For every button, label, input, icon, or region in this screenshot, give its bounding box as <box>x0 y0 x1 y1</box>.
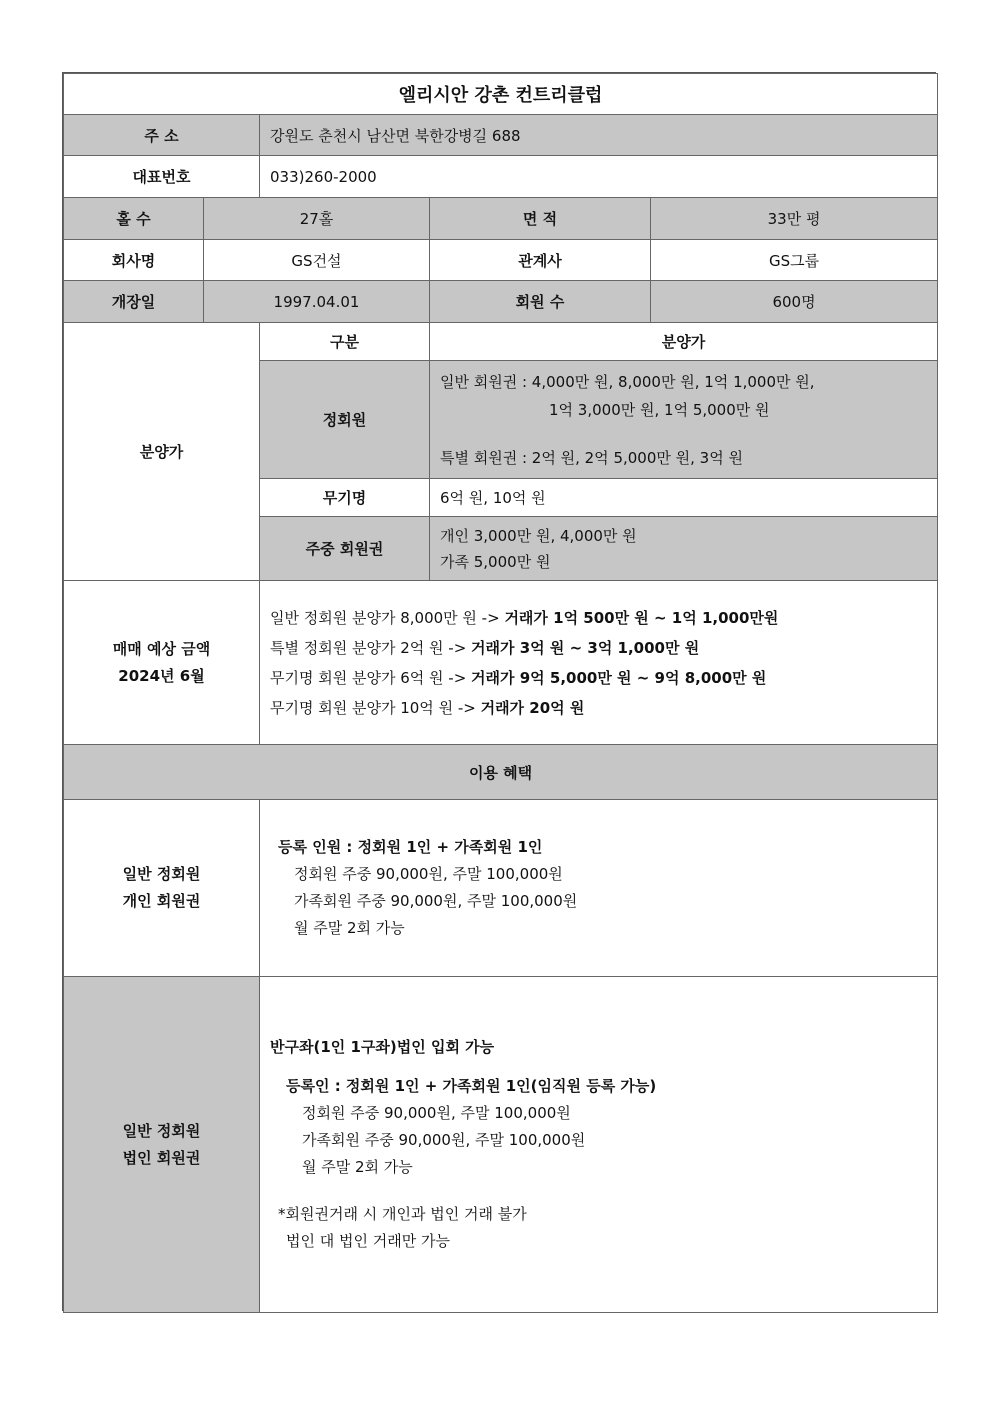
corporate-label-line2: 법인 회원권 <box>122 1148 201 1167</box>
trade-label <box>64 581 260 745</box>
trade-row-base: 무기명 회원 분양가 6억 원 -> <box>270 668 472 687</box>
corporate-trade-note: *회원권거래 시 개인과 법인 거래 불가 <box>278 1205 527 1223</box>
corporate-half-account: 반구좌(1인 1구좌)법인 입회 가능 <box>270 1038 495 1056</box>
address-value: 강원도 춘천시 남산면 북한강병길 688 <box>260 115 938 156</box>
trade-label-line2: 2024년 6월 <box>118 666 205 685</box>
weekday-member-label: 주중 회원권 <box>260 517 430 581</box>
personal-family-fee: 가족회원 주중 90,000원, 주말 100,000원 <box>294 892 578 910</box>
trade-row-price: 거래가 1억 500만 원 ~ 1억 1,000만원 <box>504 608 779 627</box>
regular-member-prices <box>430 361 938 479</box>
price-header-type: 구분 <box>260 323 430 361</box>
regular-member-label: 정회원 <box>260 361 430 479</box>
trade-row <box>270 633 937 663</box>
personal-regular-fee: 정회원 주중 90,000원, 주말 100,000원 <box>294 865 563 883</box>
trade-prices <box>260 581 938 745</box>
corporate-regular-fee: 정회원 주중 90,000원, 주말 100,000원 <box>302 1104 571 1122</box>
golf-club-info-sheet <box>62 72 936 1311</box>
trade-row-base: 무기명 회원 분양가 10억 원 -> <box>270 698 481 717</box>
trade-row-base: 특별 정회원 분양가 2억 원 -> <box>270 638 472 657</box>
phone-value: 033)260-2000 <box>260 156 938 198</box>
area-label: 면 적 <box>430 198 651 240</box>
regular-general-line1: 일반 회원권 : 4,000만 원, 8,000만 원, 1억 1,000만 원, <box>440 372 815 391</box>
corporate-membership-benefits <box>260 977 938 1313</box>
corporate-weekend-limit: 월 주말 2회 가능 <box>302 1158 413 1176</box>
area-value: 33만 평 <box>651 198 938 240</box>
price-header-price: 분양가 <box>430 323 938 361</box>
trade-row <box>270 603 937 633</box>
benefits-header: 이용 혜택 <box>64 745 938 800</box>
weekday-personal-line: 개인 3,000만 원, 4,000만 원 <box>440 526 637 545</box>
personal-label-line1: 일반 정회원 <box>122 865 201 883</box>
regular-special-line: 특별 회원권 : 2억 원, 2억 5,000만 원, 3억 원 <box>440 448 743 467</box>
unlimited-member-label: 무기명 <box>260 479 430 517</box>
unlimited-member-price: 6억 원, 10억 원 <box>430 479 938 517</box>
members-label: 회원 수 <box>430 281 651 323</box>
trade-row <box>270 693 937 723</box>
trade-row-base: 일반 정회원 분양가 8,000만 원 -> <box>270 608 505 627</box>
trade-row-price: 거래가 20억 원 <box>480 698 585 717</box>
personal-membership-label <box>64 800 260 977</box>
weekday-family-line: 가족 5,000만 원 <box>440 552 551 571</box>
club-title: 엘리시안 강촌 컨트리클럽 <box>64 74 938 115</box>
club-info-table <box>63 73 938 1313</box>
regular-general-line2: 1억 3,000만 원, 1억 5,000만 원 <box>549 400 770 419</box>
members-value: 600명 <box>651 281 938 323</box>
personal-membership-benefits <box>260 800 938 977</box>
trade-label-line1: 매매 예상 금액 <box>112 639 211 658</box>
personal-weekend-limit: 월 주말 2회 가능 <box>294 919 405 937</box>
trade-row-price: 거래가 3억 원 ~ 3억 1,000만 원 <box>471 638 700 657</box>
company-value: GS건설 <box>204 240 430 281</box>
corporate-trade-note-2: 법인 대 법인 거래만 가능 <box>286 1232 450 1250</box>
opening-label: 개장일 <box>64 281 204 323</box>
corporate-membership-label <box>64 977 260 1313</box>
holes-value: 27홀 <box>204 198 430 240</box>
corporate-registration: 등록인 : 정회원 1인 + 가족회원 1인(임직원 등록 가능) <box>286 1077 657 1095</box>
personal-label-line2: 개인 회원권 <box>122 892 201 910</box>
holes-label: 홀 수 <box>64 198 204 240</box>
corporate-label-line1: 일반 정회원 <box>122 1121 201 1140</box>
price-section-label: 분양가 <box>64 323 260 581</box>
corporate-family-fee: 가족회원 주중 90,000원, 주말 100,000원 <box>302 1131 586 1149</box>
company-label: 회사명 <box>64 240 204 281</box>
affiliate-value: GS그룹 <box>651 240 938 281</box>
trade-row <box>270 663 937 693</box>
opening-value: 1997.04.01 <box>204 281 430 323</box>
trade-row-price: 거래가 9억 5,000만 원 ~ 9억 8,000만 원 <box>471 668 767 687</box>
weekday-member-prices <box>430 517 938 581</box>
personal-registration: 등록 인원 : 정회원 1인 + 가족회원 1인 <box>278 838 543 856</box>
address-label: 주 소 <box>64 115 260 156</box>
phone-label: 대표번호 <box>64 156 260 198</box>
affiliate-label: 관계사 <box>430 240 651 281</box>
